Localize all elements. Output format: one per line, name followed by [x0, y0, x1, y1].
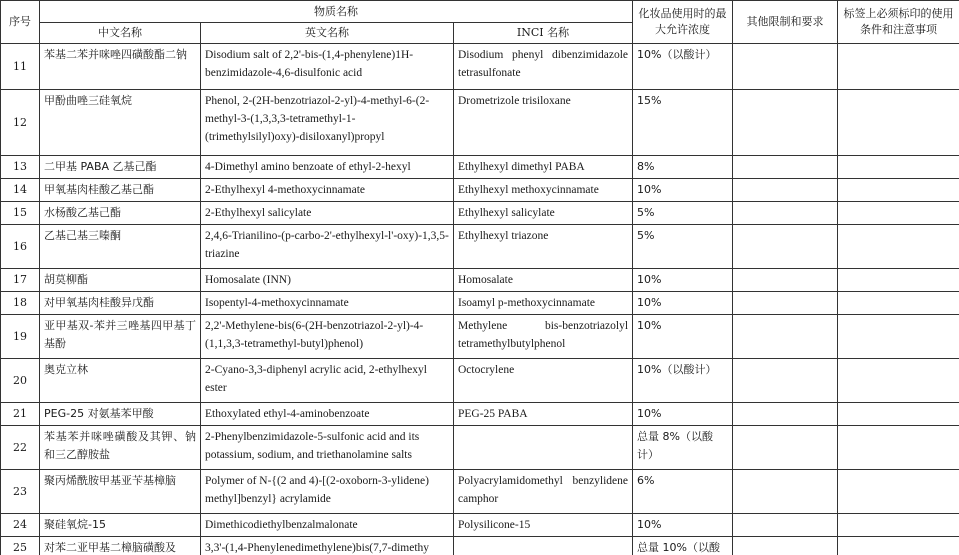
inci-name-cell: Octocrylene [454, 359, 633, 403]
chinese-name-cell: 乙基己基三嗪酮 [40, 225, 201, 269]
inci-name-cell: Ethylhexyl triazone [454, 225, 633, 269]
label-conditions-cell [838, 225, 959, 269]
table-row [1, 44, 959, 90]
english-name-cell: 2-Ethylhexyl 4-methoxycinnamate [201, 179, 454, 202]
other-limits-cell [733, 202, 838, 225]
english-name-cell: 4-Dimethyl amino benzoate of ethyl-2-hexyl [201, 156, 454, 179]
other-limits-cell [733, 403, 838, 426]
label-conditions-cell [838, 537, 959, 555]
row-number: 14 [1, 179, 40, 202]
header-english-name: 英文名称 [201, 23, 454, 44]
table-row [1, 292, 959, 315]
row-number: 15 [1, 202, 40, 225]
row-number: 16 [1, 225, 40, 269]
max-concentration-cell: 10% [633, 403, 733, 426]
max-concentration-cell: 15% [633, 90, 733, 156]
max-concentration-cell: 8% [633, 156, 733, 179]
row-number: 19 [1, 315, 40, 359]
max-concentration-cell: 总量 10%（以酸 [633, 537, 733, 555]
label-conditions-cell [838, 179, 959, 202]
label-conditions-cell [838, 292, 959, 315]
max-concentration-cell: 10% [633, 514, 733, 537]
header-no: 序号 [1, 1, 40, 44]
header-substance-name: 物质名称 [40, 1, 633, 23]
row-number: 11 [1, 44, 40, 90]
inci-name-cell: Isoamyl p-methoxycinnamate [454, 292, 633, 315]
english-name-cell: Dimethicodiethylbenzalmalonate [201, 514, 454, 537]
max-concentration-cell: 10% [633, 179, 733, 202]
header-label-conditions: 标签上必须标印的使用条件和注意事项 [838, 1, 959, 44]
chinese-name-cell: 苯基苯并咪唑磺酸及其钾、钠和三乙醇胺盐 [40, 426, 201, 470]
inci-name-cell: Ethylhexyl methoxycinnamate [454, 179, 633, 202]
other-limits-cell [733, 269, 838, 292]
other-limits-cell [733, 426, 838, 470]
inci-name-cell: PEG-25 PABA [454, 403, 633, 426]
table-row [1, 225, 959, 269]
row-number: 24 [1, 514, 40, 537]
label-conditions-cell [838, 202, 959, 225]
english-name-cell: Phenol, 2-(2H-benzotriazol-2-yl)-4-methyl-6-(2-methyl-3-(1,3,3,3-tetramethyl-1-(trimethylsilyl)oxy)-disiloxanyl)propyl [201, 90, 454, 156]
label-conditions-cell [838, 514, 959, 537]
other-limits-cell [733, 179, 838, 202]
row-number: 21 [1, 403, 40, 426]
other-limits-cell [733, 156, 838, 179]
row-number: 23 [1, 470, 40, 514]
max-concentration-cell: 10% [633, 269, 733, 292]
row-number: 22 [1, 426, 40, 470]
chinese-name-cell: 甲酚曲唑三硅氧烷 [40, 90, 201, 156]
inci-name-cell: Polyacrylamidomethyl benzylidene camphor [454, 470, 633, 514]
chinese-name-cell: PEG-25 对氨基苯甲酸 [40, 403, 201, 426]
english-name-cell: 2-Phenylbenzimidazole-5-sulfonic acid and its potassium, sodium, and triethanolamine salts [201, 426, 454, 470]
english-name-cell: 2-Ethylhexyl salicylate [201, 202, 454, 225]
chinese-name-cell: 奥克立林 [40, 359, 201, 403]
table-row [1, 359, 959, 403]
table-row [1, 537, 959, 555]
label-conditions-cell [838, 44, 959, 90]
english-name-cell: 3,3'-(1,4-Phenylenedimethylene)bis(7,7-dimethy [201, 537, 454, 555]
max-concentration-cell: 10%（以酸计） [633, 359, 733, 403]
english-name-cell: Ethoxylated ethyl-4-aminobenzoate [201, 403, 454, 426]
table-row [1, 315, 959, 359]
chinese-name-cell: 对苯二亚甲基二樟脑磺酸及 [40, 537, 201, 555]
table-row [1, 426, 959, 470]
other-limits-cell [733, 225, 838, 269]
inci-name-cell: Ethylhexyl dimethyl PABA [454, 156, 633, 179]
table-row [1, 156, 959, 179]
label-conditions-cell [838, 470, 959, 514]
header-max-concentration: 化妆品使用时的最大允许浓度 [633, 1, 733, 44]
table-row [1, 179, 959, 202]
header-chinese-name: 中文名称 [40, 23, 201, 44]
row-number: 12 [1, 90, 40, 156]
inci-name-cell: Polysilicone-15 [454, 514, 633, 537]
label-conditions-cell [838, 90, 959, 156]
other-limits-cell [733, 359, 838, 403]
label-conditions-cell [838, 315, 959, 359]
row-number: 13 [1, 156, 40, 179]
label-conditions-cell [838, 269, 959, 292]
inci-name-cell [454, 537, 633, 555]
label-conditions-cell [838, 426, 959, 470]
header-other-limits: 其他限制和要求 [733, 1, 838, 44]
inci-name-cell: Homosalate [454, 269, 633, 292]
row-number: 20 [1, 359, 40, 403]
chinese-name-cell: 胡莫柳酯 [40, 269, 201, 292]
table-row [1, 403, 959, 426]
english-name-cell: Disodium salt of 2,2'-bis-(1,4-phenylene)1H-benzimidazole-4,6-disulfonic acid [201, 44, 454, 90]
chinese-name-cell: 亚甲基双-苯并三唑基四甲基丁基酚 [40, 315, 201, 359]
row-number: 17 [1, 269, 40, 292]
inci-name-cell: Drometrizole trisiloxane [454, 90, 633, 156]
inci-name-cell: Ethylhexyl salicylate [454, 202, 633, 225]
english-name-cell: Homosalate (INN) [201, 269, 454, 292]
max-concentration-cell: 10% [633, 292, 733, 315]
row-number: 18 [1, 292, 40, 315]
table-row [1, 514, 959, 537]
table-row [1, 470, 959, 514]
max-concentration-cell: 5% [633, 225, 733, 269]
header-inci-name: INCI 名称 [454, 23, 633, 44]
other-limits-cell [733, 514, 838, 537]
english-name-cell: 2-Cyano-3,3-diphenyl acrylic acid, 2-ethylhexyl ester [201, 359, 454, 403]
chinese-name-cell: 水杨酸乙基己酯 [40, 202, 201, 225]
other-limits-cell [733, 44, 838, 90]
english-name-cell: Polymer of N-{(2 and 4)-[(2-oxoborn-3-ylidene) methyl]benzyl} acrylamide [201, 470, 454, 514]
max-concentration-cell: 10% [633, 315, 733, 359]
label-conditions-cell [838, 156, 959, 179]
chinese-name-cell: 苯基二苯并咪唑四磺酸酯二钠 [40, 44, 201, 90]
table-row [1, 269, 959, 292]
inci-name-cell [454, 426, 633, 470]
row-number: 25 [1, 537, 40, 555]
max-concentration-cell: 总量 8%（以酸计） [633, 426, 733, 470]
inci-name-cell: Methylene bis-benzotriazolyl tetramethylbutylphenol [454, 315, 633, 359]
english-name-cell: 2,2'-Methylene-bis(6-(2H-benzotriazol-2-yl)-4-(1,1,3,3-tetramethyl-butyl)phenol) [201, 315, 454, 359]
table-row [1, 202, 959, 225]
english-name-cell: 2,4,6-Trianilino-(p-carbo-2'-ethylhexyl-l'-oxy)-1,3,5-triazine [201, 225, 454, 269]
other-limits-cell [733, 90, 838, 156]
inci-name-cell: Disodium phenyl dibenzimidazole tetrasulfonate [454, 44, 633, 90]
label-conditions-cell [838, 359, 959, 403]
chinese-name-cell: 聚硅氧烷-15 [40, 514, 201, 537]
chinese-name-cell: 甲氧基肉桂酸乙基己酯 [40, 179, 201, 202]
max-concentration-cell: 5% [633, 202, 733, 225]
english-name-cell: Isopentyl-4-methoxycinnamate [201, 292, 454, 315]
chinese-name-cell: 聚丙烯酰胺甲基亚苄基樟脑 [40, 470, 201, 514]
table-row [1, 90, 959, 156]
table-body [1, 44, 959, 555]
max-concentration-cell: 6% [633, 470, 733, 514]
label-conditions-cell [838, 403, 959, 426]
other-limits-cell [733, 537, 838, 555]
max-concentration-cell: 10%（以酸计） [633, 44, 733, 90]
other-limits-cell [733, 292, 838, 315]
chinese-name-cell: 对甲氧基肉桂酸异戊酯 [40, 292, 201, 315]
other-limits-cell [733, 470, 838, 514]
chinese-name-cell: 二甲基 PABA 乙基己酯 [40, 156, 201, 179]
other-limits-cell [733, 315, 838, 359]
